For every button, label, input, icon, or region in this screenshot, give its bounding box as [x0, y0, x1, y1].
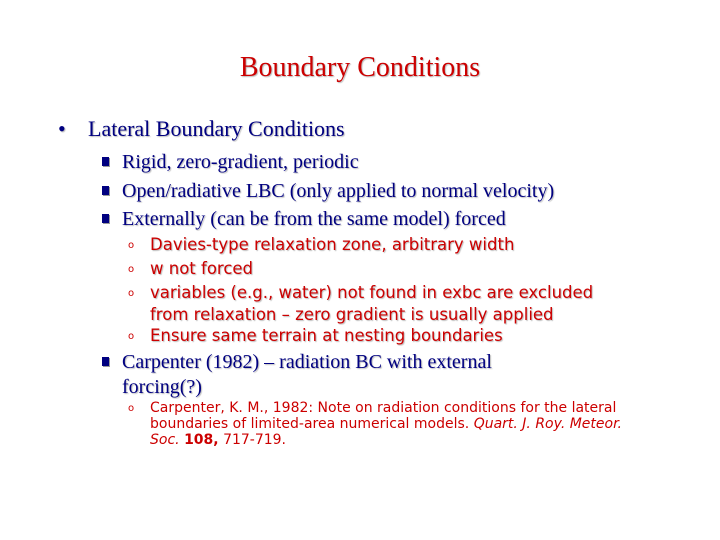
- bullet-carpenter: [122, 350, 492, 400]
- reference-citation: [128, 400, 650, 448]
- subbullet-text: Davies-type relaxation zone, arbitrary width: [150, 235, 515, 254]
- subbullet-variables: [128, 282, 594, 326]
- bullet-rigid: [122, 150, 359, 175]
- reference-journal: Quart. J. Roy. Meteor. Soc.: [150, 416, 623, 448]
- square-bullet-icon: [102, 357, 109, 366]
- circle-bullet-icon: o: [128, 288, 135, 299]
- subbullet-text: w not forced: [150, 259, 254, 278]
- square-bullet-icon: [102, 157, 109, 166]
- subbullet-text-line-1: variables (e.g., water) not found in exbc are excluded: [150, 283, 594, 302]
- circle-bullet-icon: o: [128, 331, 135, 342]
- square-bullet-icon: [102, 214, 109, 223]
- circle-bullet-icon: o: [128, 240, 135, 251]
- reference-volume: 108,: [184, 432, 219, 448]
- reference-text: Carpenter, K. M., 1982: Note on radiation conditions for the lateral boundaries of limited-area numerical models.: [150, 400, 617, 432]
- subbullet-w-not-forced: [128, 258, 254, 280]
- bullet-text: Externally (can be from the same model) forced: [122, 208, 506, 230]
- subbullet-davies: [128, 234, 515, 256]
- bullet-text: Open/radiative LBC (only applied to normal velocity): [122, 180, 555, 202]
- square-bullet-icon: [102, 186, 109, 195]
- slide-title: Boundary Conditions: [239, 52, 481, 83]
- subbullet-ensure-terrain: [128, 325, 503, 347]
- reference-pages: 717-719.: [223, 432, 287, 448]
- bullet-text-line-1: Carpenter (1982) – radiation BC with external: [122, 351, 492, 373]
- subbullet-text: Ensure same terrain at nesting boundaries: [150, 326, 503, 345]
- bullet-open-radiative: [122, 179, 554, 204]
- circle-bullet-icon: o: [128, 264, 135, 275]
- circle-bullet-icon: o: [128, 403, 135, 414]
- round-bullet-icon: •: [58, 116, 66, 141]
- subbullet-text-line-2: from relaxation – zero gradient is usually applied: [150, 305, 554, 324]
- bullet-text: Lateral Boundary Conditions: [88, 116, 345, 141]
- bullet-text: Rigid, zero-gradient, periodic: [122, 151, 359, 173]
- bullet-externally-forced: [122, 207, 506, 232]
- bullet-text-line-2: forcing(?): [122, 376, 202, 398]
